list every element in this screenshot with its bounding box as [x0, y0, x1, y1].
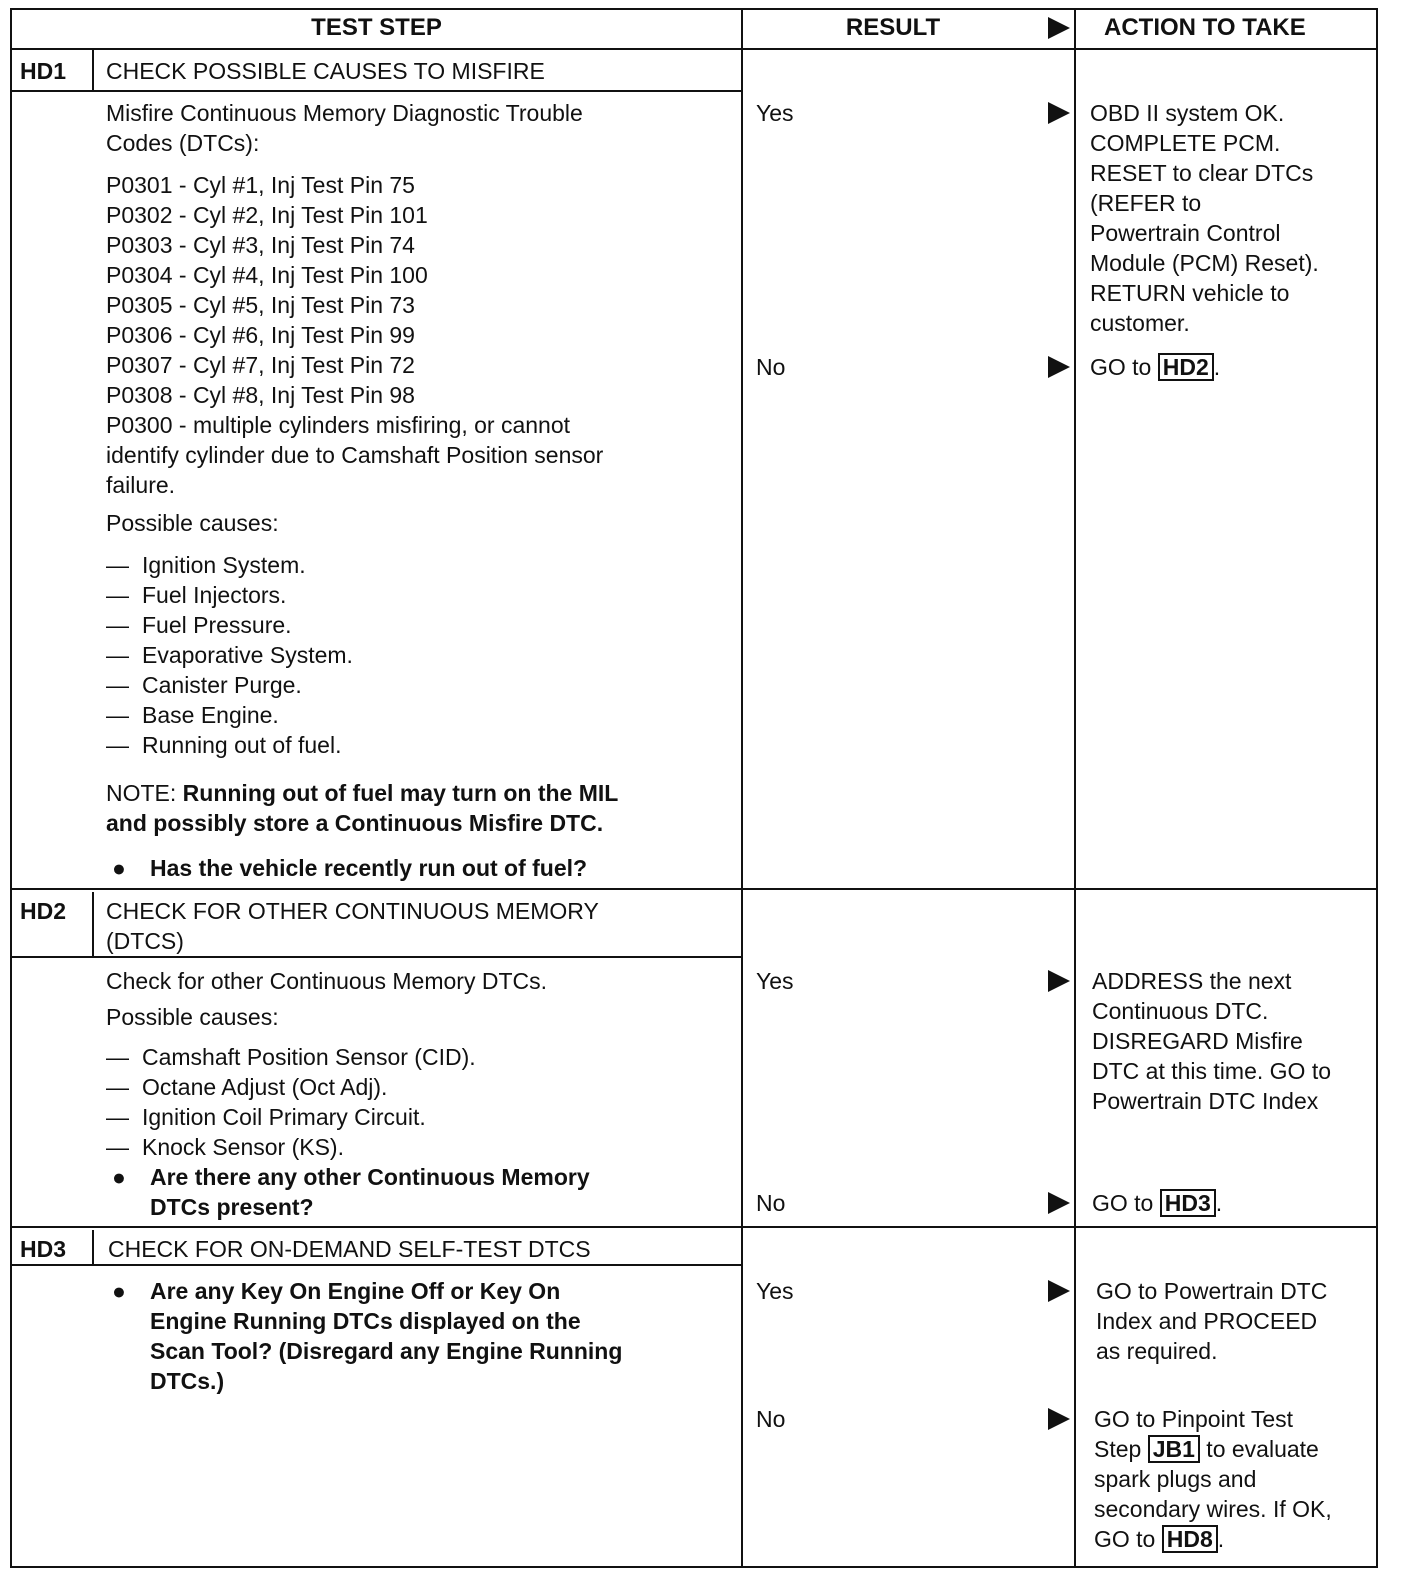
step-link-hd2[interactable]: HD2 [1158, 353, 1214, 381]
header-action: ACTION TO TAKE [1104, 14, 1306, 41]
dtc-line: P0300 - multiple cylinders misfiring, or cannot [106, 412, 571, 438]
step-link-hd3[interactable]: HD3 [1160, 1189, 1216, 1217]
hd3-no-arrow-icon [1048, 1408, 1070, 1430]
list-item: — Octane Adjust (Oct Adj). [106, 1074, 388, 1100]
hd1-title-rule [10, 90, 743, 92]
hd1-question: ● Has the vehicle recently run out of fuel? [106, 853, 587, 883]
hd1-section-end [10, 888, 1378, 890]
dash-icon: — [106, 1104, 129, 1130]
dash-icon: — [106, 1044, 129, 1070]
result-column-divider [741, 8, 743, 1568]
hd3-yes-arrow-icon [1048, 1280, 1070, 1302]
header-arrow-icon [1048, 17, 1070, 39]
list-item: — Fuel Injectors. [106, 582, 287, 608]
hd2-causes-label: Possible causes: [106, 1004, 279, 1030]
hd2-yes-arrow-icon [1048, 970, 1070, 992]
hd1-no-action: GO to HD2 . [1090, 354, 1221, 380]
hd2-no-arrow-icon [1048, 1192, 1070, 1214]
list-item: — Fuel Pressure. [106, 612, 292, 638]
dtc-line: P0302 - Cyl #2, Inj Test Pin 101 [106, 202, 428, 228]
list-item: — Knock Sensor (KS). [106, 1134, 344, 1160]
hd1-intro-line: Codes (DTCs): [106, 130, 260, 156]
list-item: — Camshaft Position Sensor (CID). [106, 1044, 476, 1070]
hd1-causes-list [106, 550, 353, 760]
hd1-result-yes: Yes [756, 100, 794, 126]
action-column-divider [1074, 8, 1076, 1568]
note-text: Running out of fuel may turn on the MIL [182, 780, 619, 806]
dash-icon: — [106, 582, 129, 608]
bullet-icon: ● [112, 855, 126, 881]
dtc-line: P0303 - Cyl #3, Inj Test Pin 74 [106, 232, 415, 258]
list-item: — Canister Purge. [106, 672, 302, 698]
dash-icon: — [106, 642, 129, 668]
dtc-line: identify cylinder due to Camshaft Position sensor [106, 442, 604, 468]
hd1-yes-action: OBD II system OK. COMPLETE PCM. RESET to clear DTCs (REFER to Powertrain Control Module (PCM) Reset). RETURN vehicle to customer. [1090, 100, 1319, 336]
note-prefix: NOTE: [106, 780, 183, 806]
hd1-yes-arrow-icon [1048, 102, 1070, 124]
dash-icon: — [106, 732, 129, 758]
hd2-title-rule [10, 956, 743, 958]
table-bottom-border [10, 1566, 1378, 1568]
dash-icon: — [106, 612, 129, 638]
table-right-border [1376, 8, 1378, 1568]
dash-icon: — [106, 1074, 129, 1100]
id-column-divider-hd2 [92, 892, 94, 956]
hd3-question: ● Are any Key On Engine Off or Key On Engine Running DTCs displayed on the Scan Tool? (Disregard any Engine Running DTCs.) [106, 1276, 622, 1396]
dtc-line: P0301 - Cyl #1, Inj Test Pin 75 [106, 172, 415, 198]
step-title-hd3: CHECK FOR ON-DEMAND SELF-TEST DTCS [108, 1236, 591, 1262]
step-id-hd2: HD2 [20, 898, 67, 924]
hd2-question: ● Are there any other Continuous Memory DTCs present? [106, 1162, 590, 1222]
hd3-yes-action: GO to Powertrain DTC Index and PROCEED as required. [1096, 1278, 1328, 1364]
dtc-line: P0305 - Cyl #5, Inj Test Pin 73 [106, 292, 415, 318]
id-column-divider-hd3 [92, 1230, 94, 1264]
dtc-line: P0304 - Cyl #4, Inj Test Pin 100 [106, 262, 428, 288]
header-result: RESULT [845, 14, 941, 41]
hd2-no-action: GO to HD3 . [1092, 1190, 1223, 1216]
hd2-causes-list [106, 1042, 476, 1162]
list-item: — Base Engine. [106, 702, 279, 728]
dtc-line: P0306 - Cyl #6, Inj Test Pin 99 [106, 322, 415, 348]
hd2-intro: Check for other Continuous Memory DTCs. [106, 968, 547, 994]
hd3-no-action: GO to Pinpoint Test Step JB1 to evaluate spark plugs and secondary wires. If OK, GO to HD8 . [1094, 1406, 1332, 1552]
table-top-border [10, 8, 1378, 10]
hd1-causes-label: Possible causes: [106, 510, 279, 536]
dtc-line: P0307 - Cyl #7, Inj Test Pin 72 [106, 352, 415, 378]
step-link-hd8[interactable]: HD8 [1162, 1525, 1218, 1553]
id-column-divider-hd1 [92, 50, 94, 90]
hd1-dtc-list [106, 170, 603, 500]
step-id-hd3: HD3 [20, 1236, 67, 1262]
dash-icon: — [106, 1134, 129, 1160]
bullet-icon: ● [112, 1278, 126, 1304]
hd2-result-yes: Yes [756, 968, 794, 994]
dash-icon: — [106, 672, 129, 698]
step-title-hd2: CHECK FOR OTHER CONTINUOUS MEMORY (DTCS) [106, 898, 599, 954]
hd1-intro-line: Misfire Continuous Memory Diagnostic Trouble [106, 100, 583, 126]
list-item: — Evaporative System. [106, 642, 353, 668]
note-text: and possibly store a Continuous Misfire DTC. [106, 810, 604, 836]
hd1-result-no: No [756, 354, 786, 380]
hd2-yes-action: ADDRESS the next Continuous DTC. DISREGARD Misfire DTC at this time. GO to Powertrain DTC Index [1092, 968, 1331, 1114]
hd1-intro [106, 98, 583, 158]
dtc-line: failure. [106, 472, 176, 498]
hd1-note [106, 778, 618, 838]
table-left-border [10, 8, 12, 1568]
step-link-jb1[interactable]: JB1 [1148, 1435, 1200, 1463]
hd1-no-arrow-icon [1048, 356, 1070, 378]
hd3-result-no: No [756, 1406, 786, 1432]
list-item: — Ignition Coil Primary Circuit. [106, 1104, 426, 1130]
dtc-line: P0308 - Cyl #8, Inj Test Pin 98 [106, 382, 415, 408]
header-bottom-border [10, 48, 1378, 50]
hd3-result-yes: Yes [756, 1278, 794, 1304]
header-test-step: TEST STEP [311, 14, 442, 41]
dash-icon: — [106, 552, 129, 578]
dash-icon: — [106, 702, 129, 728]
list-item: — Ignition System. [106, 552, 306, 578]
hd3-title-rule [10, 1264, 743, 1266]
bullet-icon: ● [112, 1164, 126, 1190]
list-item: — Running out of fuel. [106, 732, 342, 758]
hd2-result-no: No [756, 1190, 786, 1216]
step-id-hd1: HD1 [20, 58, 67, 84]
hd2-section-end [10, 1226, 1378, 1228]
step-title-hd1: CHECK POSSIBLE CAUSES TO MISFIRE [106, 58, 545, 84]
